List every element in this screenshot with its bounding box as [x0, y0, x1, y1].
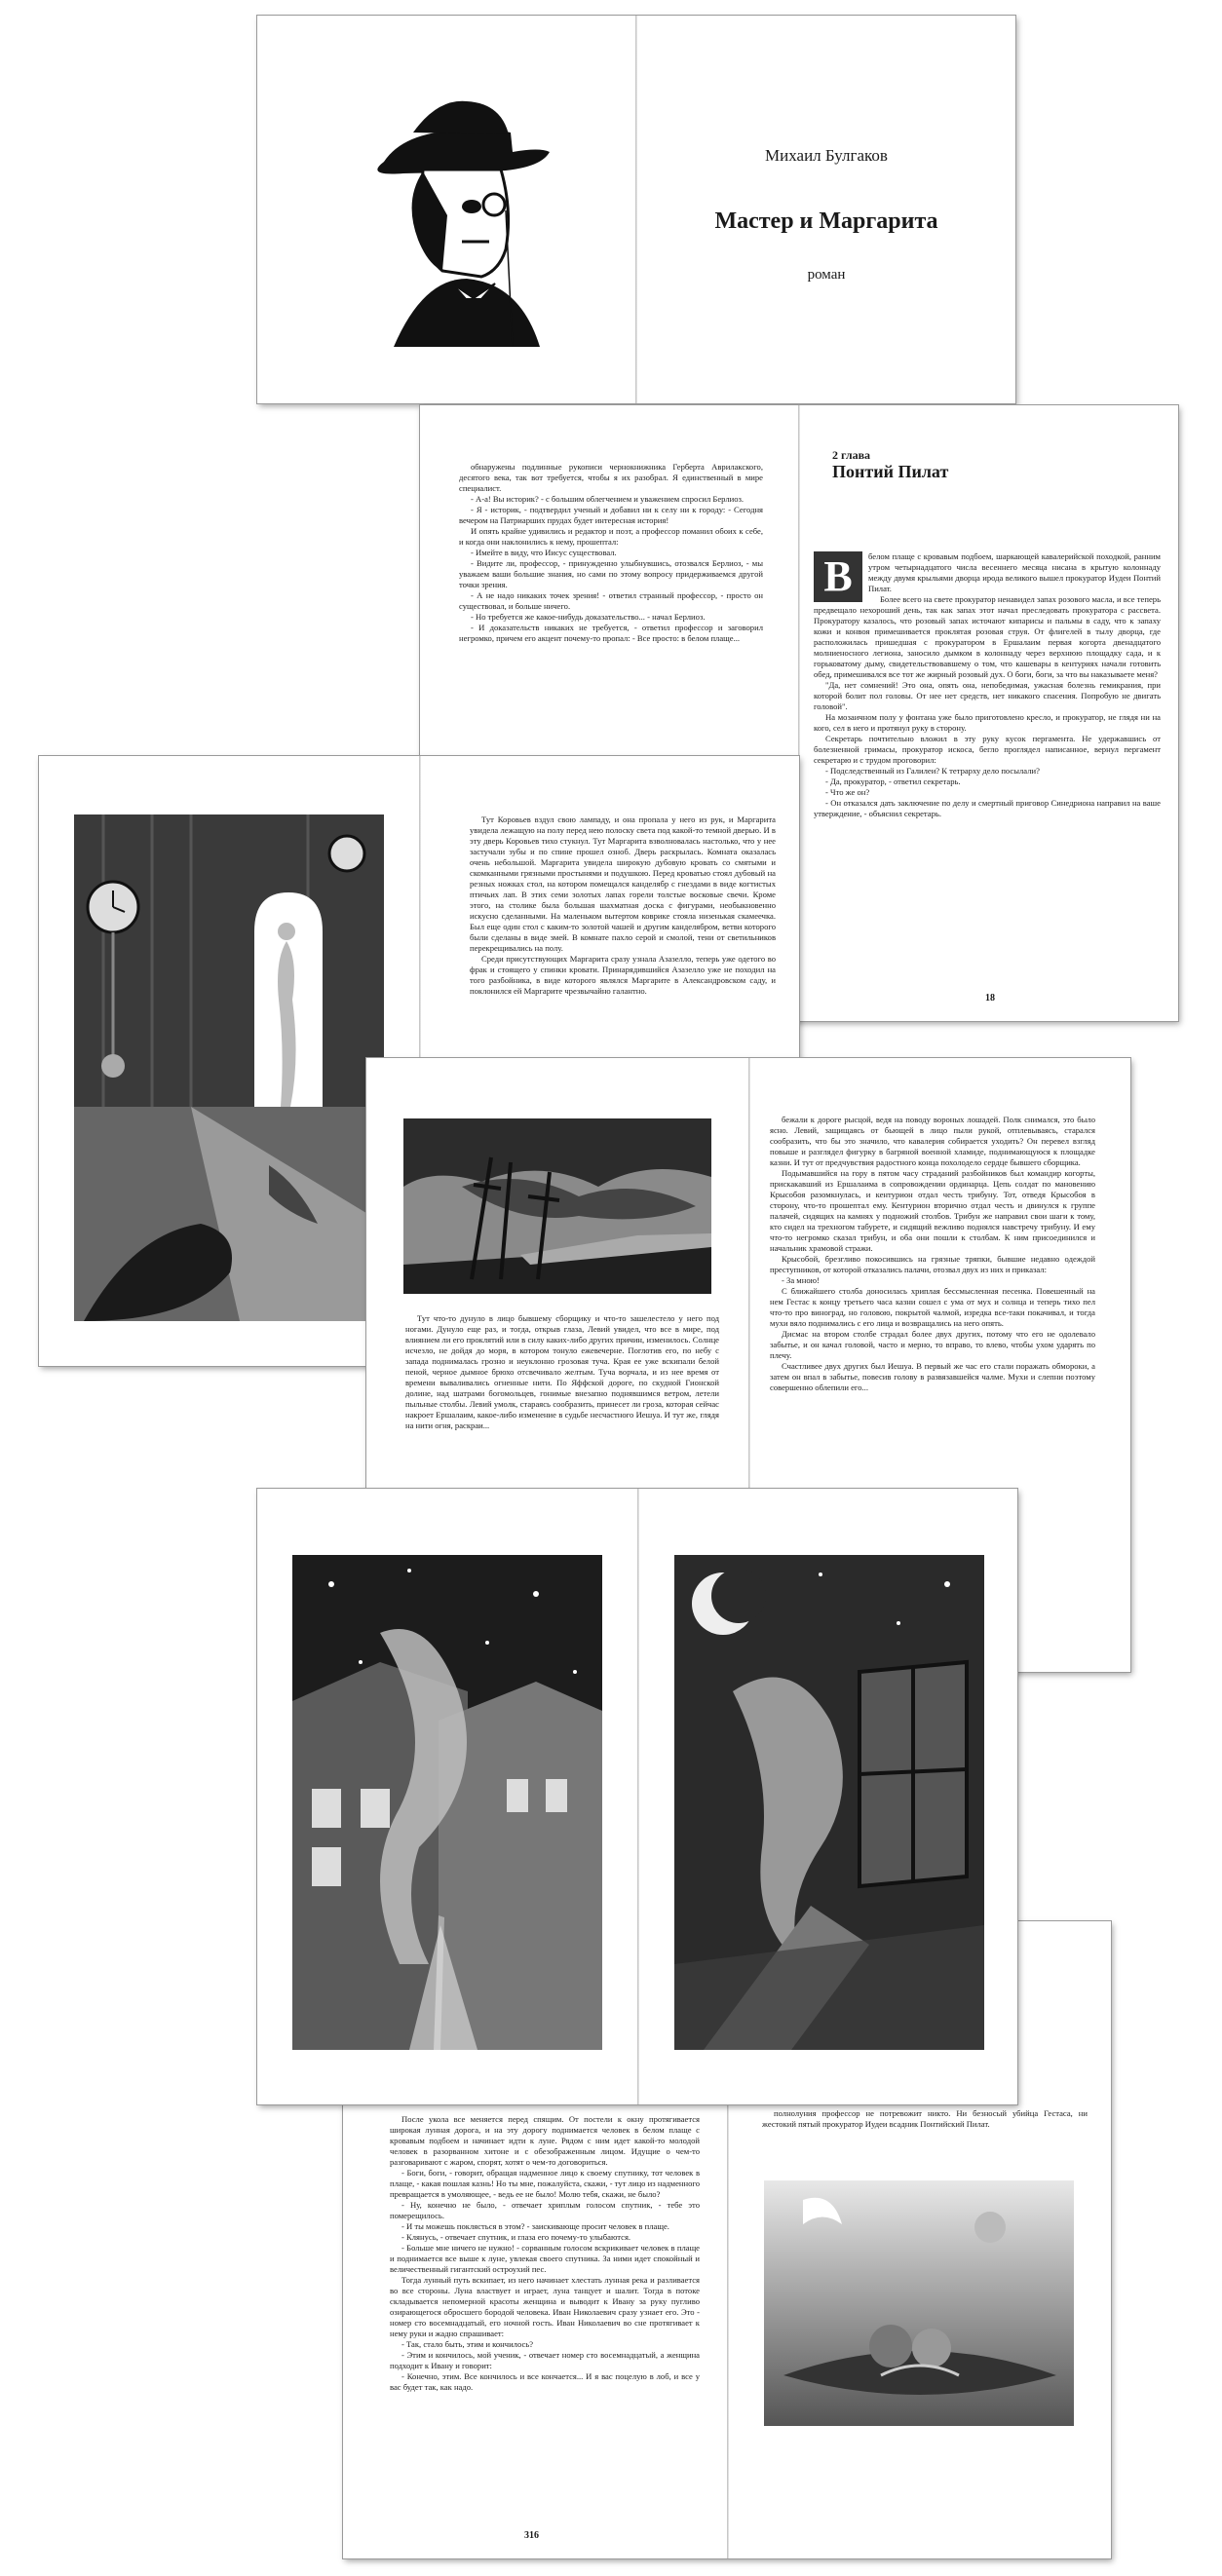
- page-text: [390, 2114, 700, 2393]
- paragraph: - За мною!: [782, 1275, 820, 1285]
- paragraph: "Да, нет сомнений! Это она, опять она, непобедимая, ужасная болезнь гемикрания, при которой болит пол головы. От нее нет средств, нет никакого спасения. Попробую не двигать головой".: [814, 680, 1161, 711]
- paragraph: полнолуния профессор не потревожит никто. Ни безносый убийца Гестаса, ни жестокий пятый прокуратор Иудеи всадник Понтийский Пилат.: [762, 2108, 1088, 2129]
- paragraph: - Больше мне ничего не нужно! - сорванным голосом вскрикивает человек в плаще и поднимается все выше к луне, увлекая своего спутника. За ними идет спокойный и величественный гигантский остроухий пес.: [390, 2243, 700, 2274]
- illustration-page: [39, 756, 419, 1366]
- paragraph: Более всего на свете прокуратор ненавидел запах розового масла, и все теперь предвещало нехороший день, так как запах этот начал преследовать прокуратора с рассвета. Прокуратору казалось, что розовый запах источают кипарисы и пальмы в саду, что к запаху кожи и конвоя примешивается проклятая розовая струя. От флигелей в тылу дворца, где расположилась пришедшая с прокуратором в Ершалаим первая когорта двенадцатого молниеносного легиона, заносило дымком в колоннаду через верхнюю площадку сада, и к горьковатому дыму, свидетельствовавшему о том, что кашевары в кентуриях начали готовить обед, примешивался все тот же жирный розовый дух. О боги, боги, за что вы наказываете меня?: [814, 594, 1161, 679]
- portrait-page: [257, 16, 635, 403]
- page-text: [762, 2108, 1088, 2130]
- paragraph: Крысобой, брезгливо покосившись на грязные тряпки, бывшие недавно одеждой преступников, от которой отказались палачи, отозвал двух из них и приказал:: [770, 1254, 1095, 1274]
- paragraph: - Я - историк, - подтвердил ученый и добавил ни к селу ни к городу: - Сегодня вечером на Патриарших прудах будет интересная история!: [459, 505, 763, 525]
- text-page-right: [800, 405, 1178, 1021]
- page-text: [459, 462, 763, 644]
- paragraph: - А-а! Вы историк? - с большим облегчением и уважением спросил Берлиоз.: [471, 494, 745, 504]
- book-subtitle: роман: [807, 267, 846, 283]
- chapter-title: Понтий Пилат: [832, 462, 949, 481]
- crucifixion-illustration: [403, 1118, 711, 1294]
- paragraph: Тут что-то дунуло в лицо бывшему сборщику и что-то зашелестело у него под ногами. Дунуло еще раз, и тогда, открыв глаза, Левий увидел, что все в мире, под влиянием ли его проклятий или в силу каких-либо других причин, изменилось. Солнце исчезло, не дойдя до моря, в котором тонуло ежевечерне. Поглотив его, по небу с запада поднималась грозно и неуклонно грозовая туча. Края ее уже вскипали белой пеной, черное дымное брюхо отсвечивало желтым. Туча ворчала, и из нее время от времени вываливались огненные нити. По Яффской дороге, по скудной Гионской долине, над шатрами богомольцев, гонимые внезапно поднявшимся ветром, летели пыльные столбы. Левий умолк, стараясь сообразить, принесет ли гроза, которая сейчас накроет Ершалаим, какое-либо изменение в судьбе несчастного Иешуа. И тут же, глядя на нити огня, раскраи...: [405, 1313, 719, 1430]
- page-text: [770, 1115, 1095, 1393]
- paragraph: И опять крайне удивились и редактор и поэт, а профессор поманил обоих к себе, и когда они наклонились к нему, прошептал:: [459, 526, 763, 547]
- paragraph: - Боги, боги, - говорит, обращая надменное лицо к своему спутнику, тот человек в плаще, - какая пошлая казнь! Но ты мне, пожалуйста, скажи, - тут лицо из надменного превращается в умоляющее, - ведь ее не было! Молю тебя, скажи, не было?: [390, 2168, 700, 2199]
- title-spread: [257, 16, 1015, 403]
- paragraph: На мозаичном полу у фонтана уже было приготовлено кресло, и прокуратор, не глядя ни на кого, сел в него и протянул руку в сторону.: [814, 712, 1161, 733]
- dropcap-space: [814, 551, 868, 604]
- paragraph: - Так, стало быть, этим и кончилось?: [401, 2339, 534, 2349]
- title-page: [637, 16, 1015, 403]
- paragraph: Тут Коровьев вздул свою лампаду, и она пропала у него из рук, и Маргарита увидела лежащую на полу перед нею полоску света под какой-то темной дверью. И в эту дверь Коровьев тихо стукнул. Тут Маргарита взволновалась настолько, что у нее застучали зубы и по спине прошел озноб. Дверь раскрылась. Комната оказалась очень небольшой. Маргарита увидела широкую дубовую кровать со смятыми и скомканными грязными простынями и подушкою. Перед кроватью стоял дубовый на резных ножках стол, на котором помещался канделябр с гнездами в виде когтистых птичьих лап. В этих семи золотых лапах горели толстые восковые свечи. Кроме этого, на столике была большая шахматная доска с фигурами, необыкновенно искусно сделанными. На маленьком вытертом коврике стояла низенькая скамеечка. Был еще один стол с каким-то золотой чашей и другим канделябром, ветви которого были сделаны в виде змей. В комнате пахло серой и смолой, тени от светильников перекрещивались на полу.: [470, 814, 776, 953]
- paragraph: Секретарь почтительно вложил в эту руку кусок пергамента. Не удержавшись от болезненной гримасы, прокуратор искоса, бегло проглядел написанное, вернул пергамент секретарю и с трудом проговорил:: [814, 734, 1161, 765]
- margarita-illustration: [74, 814, 384, 1321]
- paragraph: - Клянусь, - отвечает спутник, и глаза его почему-то улыбаются.: [401, 2232, 631, 2242]
- author-portrait-illustration: [257, 16, 635, 403]
- paragraph: Дисмас на втором столбе страдал более двух других, потому что его не одолевало забытье, и он качал головой, часто и мерно, то вправо, то влево, чтобы ухом ударять по плечу.: [770, 1329, 1095, 1360]
- page-number: 18: [985, 993, 995, 1004]
- page-text: [814, 551, 1161, 819]
- paragraph: - Но требуется же какое-нибудь доказательство... - начал Берлиоз.: [471, 612, 706, 622]
- paragraph: Среди присутствующих Маргарита сразу узнала Азазелло, теперь уже одетого во фрак и стоящего у спинки кровати. Принарядившийся Азазелло уже не походил на того разбойника, в виде которого являлся Маргарите в Александровском саду, и поклонился ей Маргарите чрезвычайно галантно.: [470, 954, 776, 996]
- witch-window-illustration: [674, 1555, 984, 2050]
- paragraph: - И ты можешь поклясться в этом? - заискивающе просит человек в плаще.: [401, 2221, 669, 2231]
- illustration-page-right: [639, 1489, 1017, 2104]
- paragraph: С ближайшего столба доносилась хриплая бессмысленная песенка. Повешенный на нем Гестас к концу третьего часа казни сошел с ума от мух и солнца и теперь тихо пел что-то про виноград, но головою, покрытой чалмой, изредка все-таки покачивал, и тогда мухи вяло поднимались с его лица и возвращались на него опять.: [770, 1286, 1095, 1328]
- page-text: [470, 814, 776, 997]
- page-text: [405, 1313, 719, 1431]
- paragraph: Тогда лунный путь вскипает, из него начинает хлестать лунная река и разливается во все стороны. Луна властвует и играет, луна танцует и шалит. Тогда в потоке складывается непомерной красоты женщина и выводит к Ивану за руку пугливо озирающегося обросшего бородой человека. Иван Николаевич сразу узнает его. Это - номер сто восемнадцатый, его ночной гость. Иван Николаевич во сне протягивает к нему руки и жадно спрашивает:: [390, 2275, 700, 2338]
- paragraph: - Имейте в виду, что Иисус существовал.: [471, 548, 617, 557]
- paragraph: - И доказательств никаких не требуется, - ответил профессор и заговорил негромко, причем его акцент почему-то пропал: - Все просто: в белом плаще...: [459, 623, 763, 643]
- paragraph: - Что же он?: [825, 787, 870, 797]
- paragraph: - Конечно, этим. Все кончилось и все кончается... И я вас поцелую в лоб, и все у вас будет так, как надо.: [390, 2371, 700, 2392]
- paragraph: - Видите ли, профессор, - принужденно улыбнувшись, отозвался Берлиоз, - мы уважаем ваши большие знания, но сами по этому вопросу придерживаемся другой точки зрения.: [459, 558, 763, 589]
- paragraph: бежали к дороге рысцой, ведя на поводу вороных лошадей. Полк снимался, это было ясно. Левий, защищаясь от бьющей в лицо пыли рукой, отплевываясь, старался сообразить, что бы это значило, что кавалерия собирается уходить? Он перевел взгляд повыше и разглядел фигурку в багряной военной хламиде, поднимающуюся к площадке казни. И тут от предчувствия радостного конца похолодело сердце бывшего сборщика.: [770, 1115, 1095, 1167]
- paragraph: Счастливее двух других был Иешуа. В первый же час его стали поражать обмороки, а затем он впал в забытье, повесив голову в развязавшейся чалме. Мухи и слепни поэтому совершенно облепили его...: [770, 1361, 1095, 1392]
- page-number: 316: [524, 2530, 539, 2541]
- paragraph: - Подследственный из Галилеи? К тетрарху дело посылали?: [825, 766, 1040, 776]
- paragraph: - Этим и кончилось, мой ученик, - отвечает номер сто восемнадцатый, а женщина подходит к Ивану и говорит:: [390, 2350, 700, 2370]
- illustrations-spread: [257, 1489, 1017, 2104]
- book-title: Мастер и Маргарита: [714, 208, 938, 234]
- night-city-illustration: [292, 1555, 602, 2050]
- author-name: Михаил Булгаков: [765, 146, 888, 165]
- paragraph: белом плаще с кровавым подбоем, шаркающей кавалерийской походкой, ранним утром четырнадцатого числа весеннего месяца нисана в крытую колоннаду между двумя крыльями дворца ирода великого вышел прокуратор Иудеи Понтий Пилат.: [868, 551, 1161, 593]
- illustration-page-left: [257, 1489, 637, 2104]
- dropcap-letter: В: [823, 552, 853, 600]
- paragraph: - Он отказался дать заключение по делу и смертный приговор Синедриона направил на ваше утверждение, - объяснил секретарь.: [814, 798, 1161, 818]
- paragraph: - А не надо никаких точек зрения! - ответил странный профессор, - просто он существовал, и больше ничего.: [459, 590, 763, 611]
- paragraph: - Да, прокуратор, - ответил секретарь.: [825, 777, 961, 786]
- paragraph: После укола все меняется перед спящим. От постели к окну протягивается широкая лунная дорога, и на эту дорогу поднимается человек в белом плаще с кровавым подбоем и начинает идти к луне. Рядом с ним идет какой-то молодой человек в разорванном хитоне и с обезображенным лицом. Идущие о чем-то разговаривают с жаром, спорят, хотят о чем-то договориться.: [390, 2114, 700, 2167]
- paragraph: - Ну, конечно не было, - отвечает хриплым голосом спутник, - тебе это померещилось.: [390, 2200, 700, 2220]
- moon-illustration: [764, 2180, 1074, 2426]
- chapter-label: 2 глава: [832, 448, 871, 462]
- paragraph: обнаружены подлинные рукописи чернокнижника Герберта Аврилакского, десятого века, так вот требуется, чтобы я их разобрал. Я единственный в мире специалист.: [459, 462, 763, 493]
- paragraph: Подымавшийся на гору в пятом часу страданий разбойников был командир когорты, прискакавший из Ершалаима в сопровождении ординарца. Цепь солдат по мановению Крысобоя разомкнулась, и кентурион отдал честь трибуну. Тот, отведя Крысобоя в сторону, что-то прошептал ему. Кентурион вторично отдал честь и двинулся к группе палачей, сидящих на камнях у подножий столбов. Трибун же направил свои шаги к тому, кто сидел на трехногом табурете, и сидящий вежливо поднялся навстречу трибуну. И ему что-то негромко сказал трибун, и оба они пошли к столбам. К ним присоединился и начальник храмовой стражи.: [770, 1168, 1095, 1253]
